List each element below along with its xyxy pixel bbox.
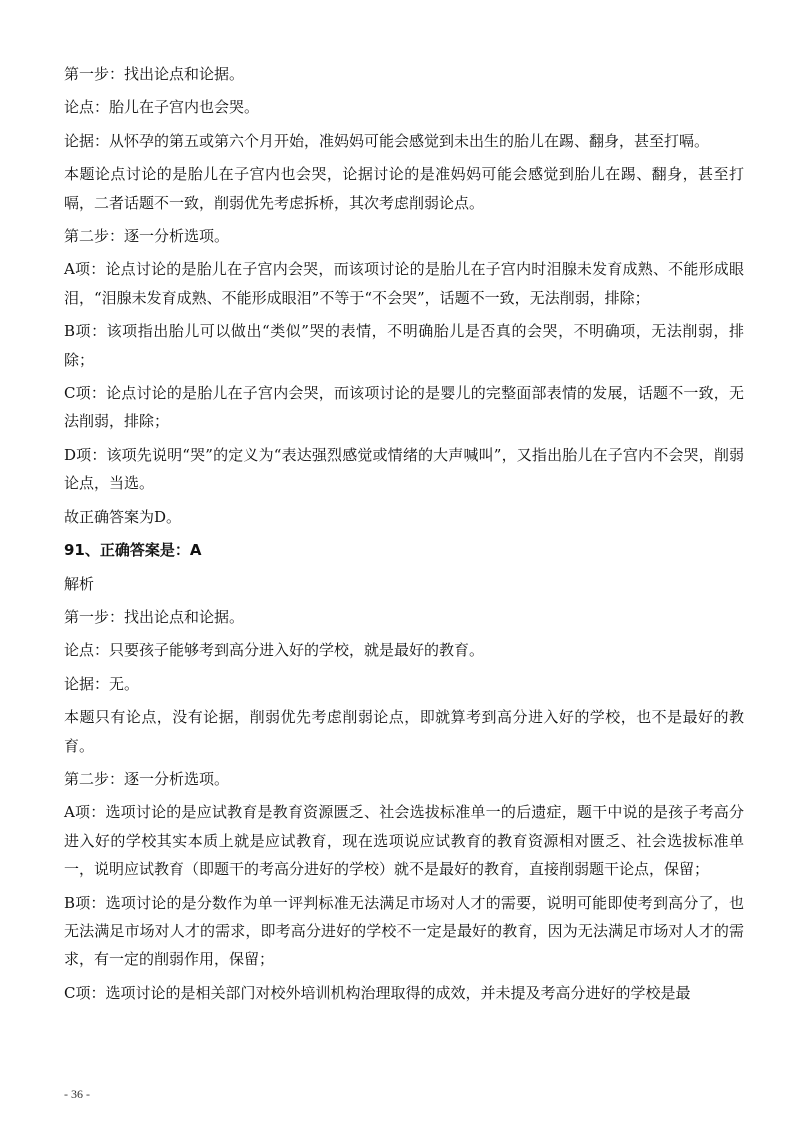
option-d-analysis: D项：该项先说明“哭”的定义为“表达强烈感觉或情绪的大声喊叫”，又指出胎儿在子宫内不会哭，削弱论点，当选。 (64, 445, 744, 493)
page-number: - 36 - (64, 1087, 90, 1101)
step-two-heading: 第二步：逐一分析选项。 (64, 227, 230, 246)
option-b-analysis: B项：选项讨论的是分数作为单一评判标准无法满足市场对人才的需要，说明可能即使考到高分了，也无法满足市场对人才的需求，即考高分进好的学校不一定是最好的教育，因为无法满足市场对人才的需求，有一定的削弱作用，保留； (64, 893, 744, 969)
step-one-heading: 第一步：找出论点和论据。 (64, 65, 245, 83)
option-a-analysis: A项：论点讨论的是胎儿在子宫内会哭，而该项讨论的是胎儿在子宫内时泪腺未发育成熟、不能形成眼泪，“泪腺未发育成熟、不能形成眼泪”不等于“不会哭”，话题不一致，无法削弱，排除； (64, 260, 744, 307)
evidence-line: 论据：从怀孕的第五或第六个月开始，准妈妈可能会感觉到未出生的胎儿在踢、翻身，甚至打嗝。 (64, 131, 710, 150)
thesis-line: 论点：只要孩子能够考到高分进入好的学校，就是最好的教育。 (64, 641, 485, 660)
analysis-paragraph: 本题只有论点，没有论据，削弱优先考虑削弱论点，即就算考到高分进入好的学校，也不是最好的教育。 (64, 708, 744, 755)
option-c-analysis: C项：选项讨论的是相关部门对校外培训机构治理取得的成效，并未提及考高分进好的学校是最 (64, 983, 691, 1002)
step-two-heading: 第二步：逐一分析选项。 (64, 769, 230, 788)
option-c-analysis: C项：论点讨论的是胎儿在子宫内会哭，而该项讨论的是婴儿的完整面部表情的发展，话题不一致，无法削弱，排除； (64, 384, 744, 431)
explanation-label: 解析 (64, 574, 95, 593)
option-b-analysis: B项：该项指出胎儿可以做出“类似”哭的表情，不明确胎儿是否真的会哭，不明确项，无法削弱，排除； (64, 322, 744, 369)
answer-conclusion: 故正确答案为D。 (64, 507, 182, 526)
analysis-paragraph: 本题论点讨论的是胎儿在子宫内也会哭，论据讨论的是准妈妈可能会感觉到胎儿在踢、翻身，甚至打嗝，二者话题不一致，削弱优先考虑拆桥，其次考虑削弱论点。 (64, 165, 744, 212)
question-91-answer-heading: 91、正确答案是：A (64, 541, 202, 560)
thesis-line: 论点：胎儿在子宫内也会哭。 (64, 98, 260, 117)
document-body (64, 60, 744, 1012)
option-a-analysis: A项：选项讨论的是应试教育是教育资源匮乏、社会选拔标准单一的后遗症，题干中说的是孩子考高分进入好的学校其实本质上就是应试教育，现在选项说应试教育的教育资源相对匮乏、社会选拔标准单一，说明应试教育（即题干的考高分进好的学校）就不是最好的教育，直接削弱题干论点，保留； (64, 803, 744, 879)
step-one-heading: 第一步：找出论点和论据。 (64, 607, 245, 626)
evidence-line: 论据：无。 (64, 674, 140, 693)
